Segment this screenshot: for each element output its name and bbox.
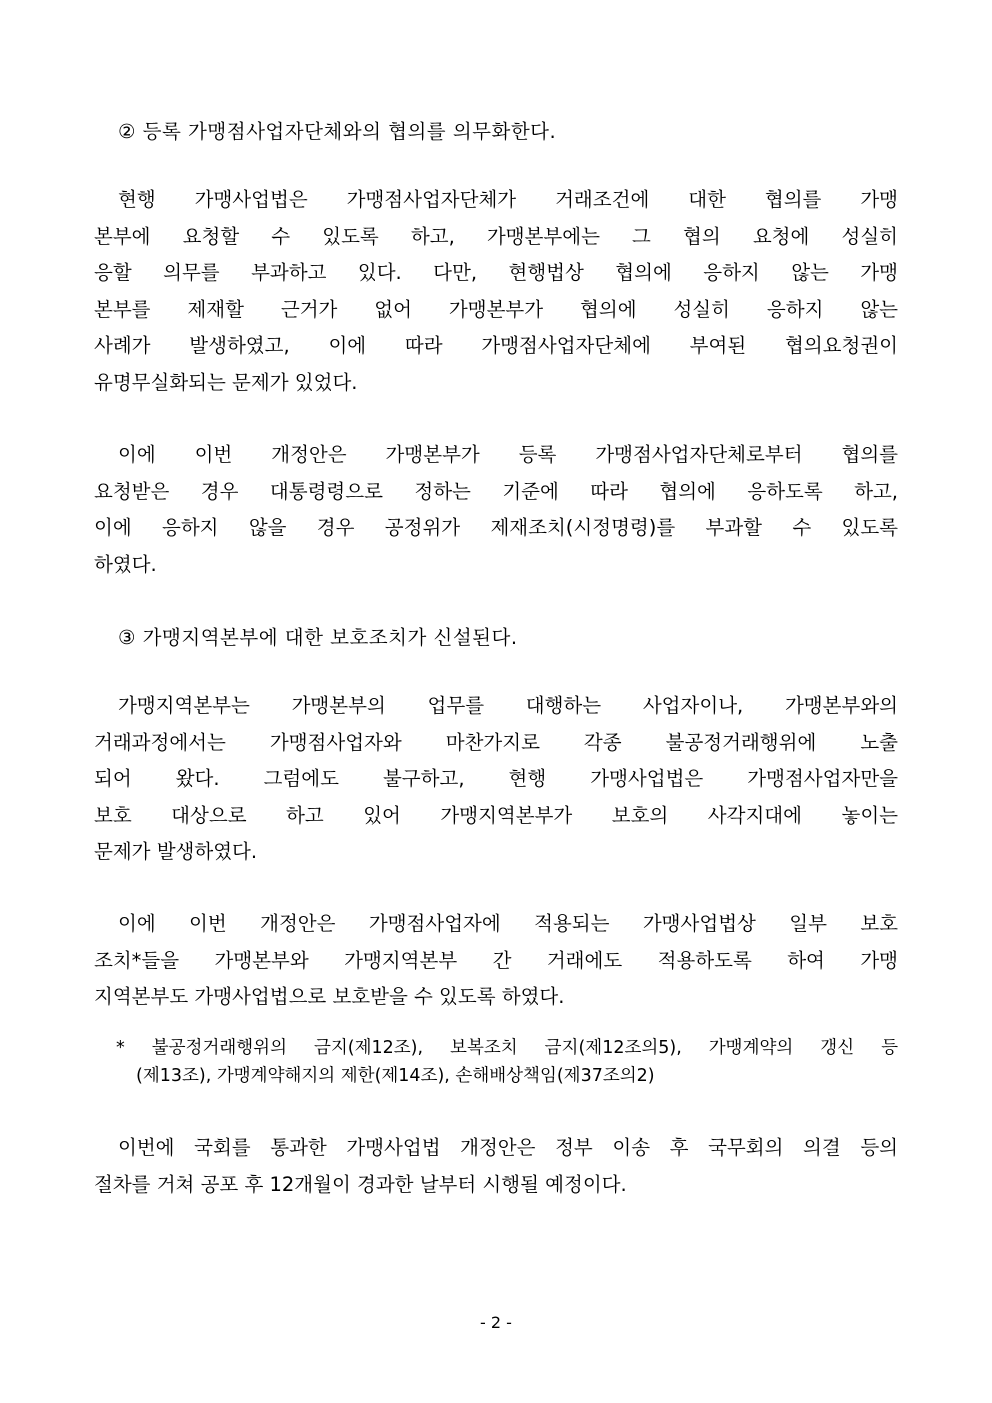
text-line: 이에 응하지 않을 경우 공정위가 제재조치(시정명령)를 부과할 수 있도록 [94, 516, 898, 539]
section-3-paragraph-1 [94, 688, 898, 871]
page-number: - 2 - [480, 1313, 512, 1332]
text-line: 거래과정에서는 가맹점사업자와 마찬가지로 각종 불공정거래행위에 노출 [94, 730, 898, 754]
text-line: 이에 이번 개정안은 가맹본부가 등록 가맹점사업자단체로부터 협의를 [118, 443, 898, 466]
text-line: 이번에 국회를 통과한 가맹사업법 개정안은 정부 이송 후 국무회의 의결 등의 [118, 1136, 898, 1159]
text-line: 가맹지역본부는 가맹본부의 업무를 대행하는 사업자이나, 가맹본부와의 [118, 694, 898, 717]
section-2-heading: ② 등록 가맹점사업자단체와의 협의를 의무화한다. [118, 120, 557, 143]
section-3-heading: ③ 가맹지역본부에 대한 보호조치가 신설된다. [118, 626, 518, 649]
text-line: 사례가 발생하였고, 이에 따라 가맹점사업자단체에 부여된 협의요청권이 [94, 334, 898, 357]
text-line: 지역본부도 가맹사업법으로 보호받을 수 있도록 하였다. [94, 985, 565, 1008]
footnote-line: * 불공정거래행위의 금지(제12조), 보복조치 금지(제12조의5), 가맹계약의 갱신 등 [116, 1038, 898, 1058]
footnote [116, 1034, 898, 1090]
text-line: 요청받은 경우 대통령령으로 정하는 기준에 따라 협의에 응하도록 하고, [94, 479, 898, 503]
text-line: 보호 대상으로 하고 있어 가맹지역본부가 보호의 사각지대에 놓이는 [94, 803, 898, 827]
text-line: 현행 가맹사업법은 가맹점사업자단체가 거래조건에 대한 협의를 가맹 [118, 188, 898, 211]
footnote-line: (제13조), 가맹계약해지의 제한(제14조), 손해배상책임(제37조의2) [136, 1066, 655, 1086]
text-line: 유명무실화되는 문제가 있었다. [94, 370, 358, 394]
text-line: 본부를 제재할 근거가 없어 가맹본부가 협의에 성실히 응하지 않는 [94, 297, 898, 321]
closing-paragraph [94, 1130, 898, 1203]
section-2-paragraph-1 [94, 182, 898, 401]
section-2-paragraph-2 [94, 437, 898, 583]
text-line: 본부에 요청할 수 있도록 하고, 가맹본부에는 그 협의 요청에 성실히 [94, 224, 898, 248]
text-line: 하였다. [94, 552, 157, 576]
section-3-paragraph-2 [94, 906, 898, 1016]
text-line: 절차를 거쳐 공포 후 12개월이 경과한 날부터 시행될 예정이다. [94, 1172, 627, 1196]
text-line: 응할 의무를 부과하고 있다. 다만, 현행법상 협의에 응하지 않는 가맹 [94, 261, 898, 284]
text-line: 조치*들을 가맹본부와 가맹지역본부 간 거래에도 적용하도록 하여 가맹 [94, 948, 898, 972]
text-line: 문제가 발생하였다. [94, 840, 258, 863]
text-line: 이에 이번 개정안은 가맹점사업자에 적용되는 가맹사업법상 일부 보호 [118, 912, 898, 935]
text-line: 되어 왔다. 그럼에도 불구하고, 현행 가맹사업법은 가맹점사업자만을 [94, 767, 898, 790]
